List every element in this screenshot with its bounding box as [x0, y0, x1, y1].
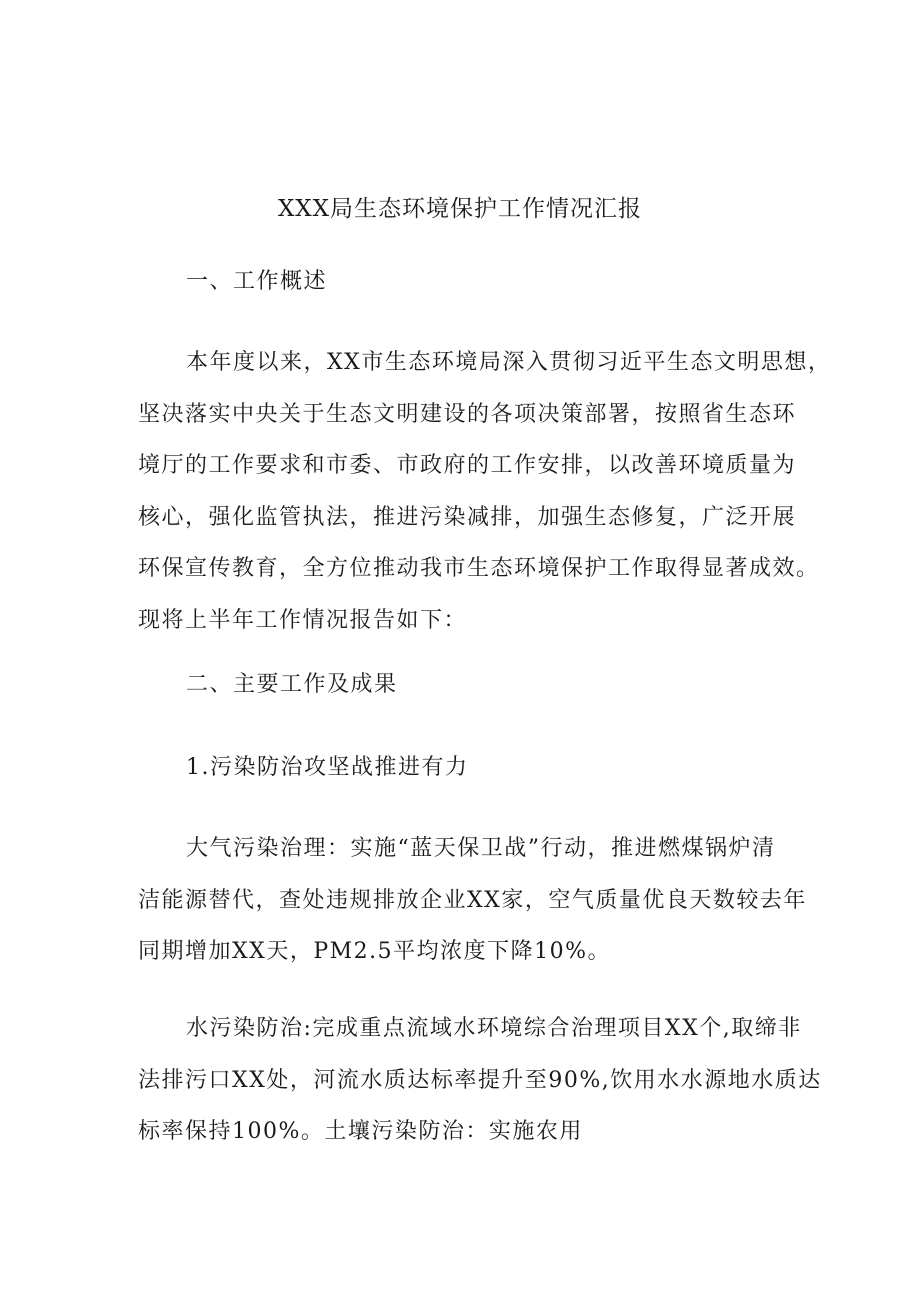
paragraph-line: 大气污染治理：实施“蓝天保卫战”行动，推进燃煤锅炉清 — [186, 836, 776, 861]
paragraph-line: 核心，强化监管执法，推进污染减排，加强生态修复，广泛开展 — [138, 504, 797, 530]
section-heading-overview: 一、工作概述 — [186, 269, 328, 294]
water-pollution-paragraph — [138, 1003, 822, 1158]
paragraph-line: 环保宣传教育，全方位推动我市生态环境保护工作取得显著成效。 — [138, 556, 820, 582]
document-title: XXX局生态环境保护工作情况汇报 — [277, 196, 643, 222]
paragraph-line: 现将上半年工作情况报告如下： — [138, 607, 468, 633]
paragraph-line: 水污染防治:完成重点流域水环境综合治理项目XX个,取缔非 — [186, 1016, 802, 1041]
air-pollution-paragraph — [138, 823, 807, 978]
section-heading-main-work: 二、主要工作及成果 — [186, 672, 398, 697]
subsection-heading-pollution: 1.污染防治攻坚战推进有力 — [186, 755, 469, 780]
paragraph-line: 坚决落实中央关于生态文明建设的各项决策部署，按照省生态环 — [138, 401, 797, 427]
paragraph-line: 同期增加XX天，PM2.5平均浓度下降10%。 — [138, 939, 612, 965]
paragraph-line: 标率保持100%。土壤污染防治：实施农用 — [138, 1119, 583, 1145]
paragraph-line: 法排污口XX处，河流水质达标率提升至90%,饮用水水源地水质达 — [138, 1067, 822, 1093]
paragraph-line: 境厅的工作要求和市委、市政府的工作安排，以改善环境质量为 — [138, 453, 797, 479]
overview-paragraph — [138, 337, 832, 647]
paragraph-line: 洁能源替代，查处违规排放企业XX家，空气质量优良天数较去年 — [138, 887, 807, 913]
paragraph-line: 本年度以来，XX市生态环境局深入贯彻习近平生态文明思想， — [186, 350, 832, 375]
